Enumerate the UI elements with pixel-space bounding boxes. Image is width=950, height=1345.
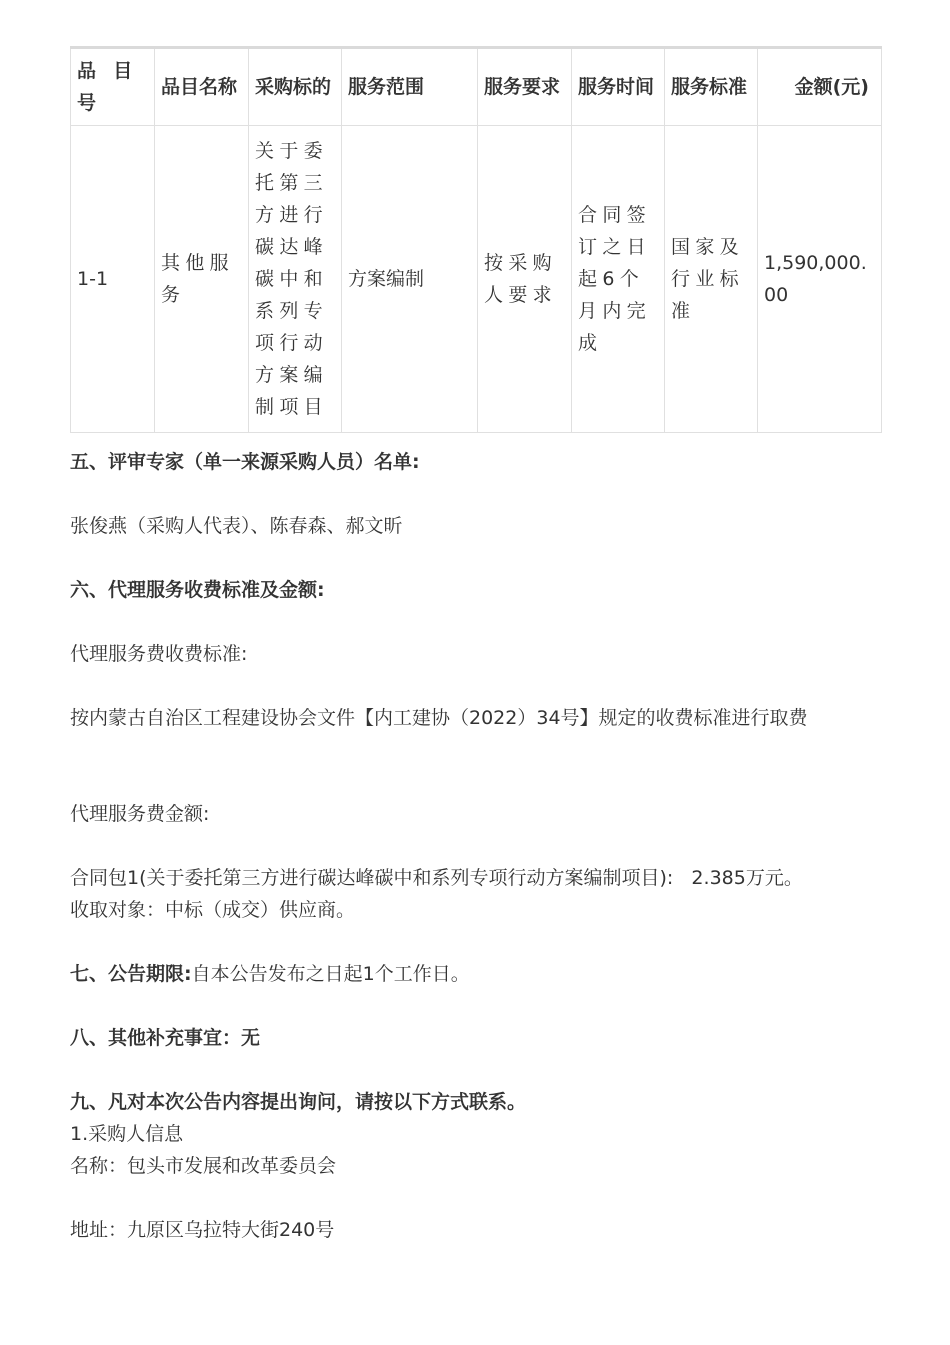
header-scope: 服务范围 <box>342 48 478 126</box>
section7 <box>70 958 890 990</box>
header-time: 服务时间 <box>572 48 665 126</box>
table-row <box>71 126 882 433</box>
header-amount: 金额(元) <box>758 48 882 126</box>
purchaser-info-title: 1.采购人信息 <box>70 1123 184 1145</box>
header-requirement: 服务要求 <box>478 48 572 126</box>
fee-standard-label: 代理服务费收费标准: <box>70 643 248 665</box>
header-item-no: 品 目号 <box>71 48 155 126</box>
header-item-name: 品目名称 <box>155 48 249 126</box>
cell-item-name: 其他服务 <box>155 126 249 433</box>
section9-heading: 九、凡对本次公告内容提出询问，请按以下方式联系。 <box>70 1091 527 1113</box>
fee-standard-text: 按内蒙古自治区工程建设协会文件【内工建协（2022）34号】规定的收费标准进行取费 <box>70 707 808 729</box>
cell-amount: 1,590,000.00 <box>758 126 882 433</box>
cell-target: 关于委托第三方进行碳达峰碳中和系列专项行动方案编制项目 <box>249 126 342 433</box>
header-standard: 服务标准 <box>665 48 758 126</box>
purchaser-address: 地址：九原区乌拉特大街240号 <box>70 1219 335 1241</box>
table-header-row <box>71 48 882 126</box>
cell-requirement: 按采购人要求 <box>478 126 572 433</box>
fee-amount-text: 合同包1(关于委托第三方进行碳达峰碳中和系列专项行动方案编制项目): 2.385万元。 <box>70 867 803 889</box>
section6-heading: 六、代理服务收费标准及金额: <box>70 579 325 601</box>
header-target: 采购标的 <box>249 48 342 126</box>
section8-heading: 八、其他补充事宜：无 <box>70 1027 261 1049</box>
cell-scope: 方案编制 <box>342 126 478 433</box>
section7-heading: 七、公告期限: <box>70 963 192 985</box>
procurement-table <box>70 46 882 433</box>
fee-amount-label: 代理服务费金额: <box>70 803 210 825</box>
cell-time: 合同签订之日起6个月内完成 <box>572 126 665 433</box>
fee-payer-text: 收取对象：中标（成交）供应商。 <box>70 899 356 921</box>
section7-text: 自本公告发布之日起1个工作日。 <box>191 963 470 985</box>
cell-standard: 国家及行业标准 <box>665 126 758 433</box>
purchaser-name: 名称：包头市发展和改革委员会 <box>70 1155 337 1177</box>
section5-heading: 五、评审专家（单一来源采购人员）名单: <box>70 451 420 473</box>
expert-list: 张俊燕（采购人代表）、陈春森、郝文昕 <box>70 515 403 537</box>
cell-item-no: 1-1 <box>71 126 155 433</box>
